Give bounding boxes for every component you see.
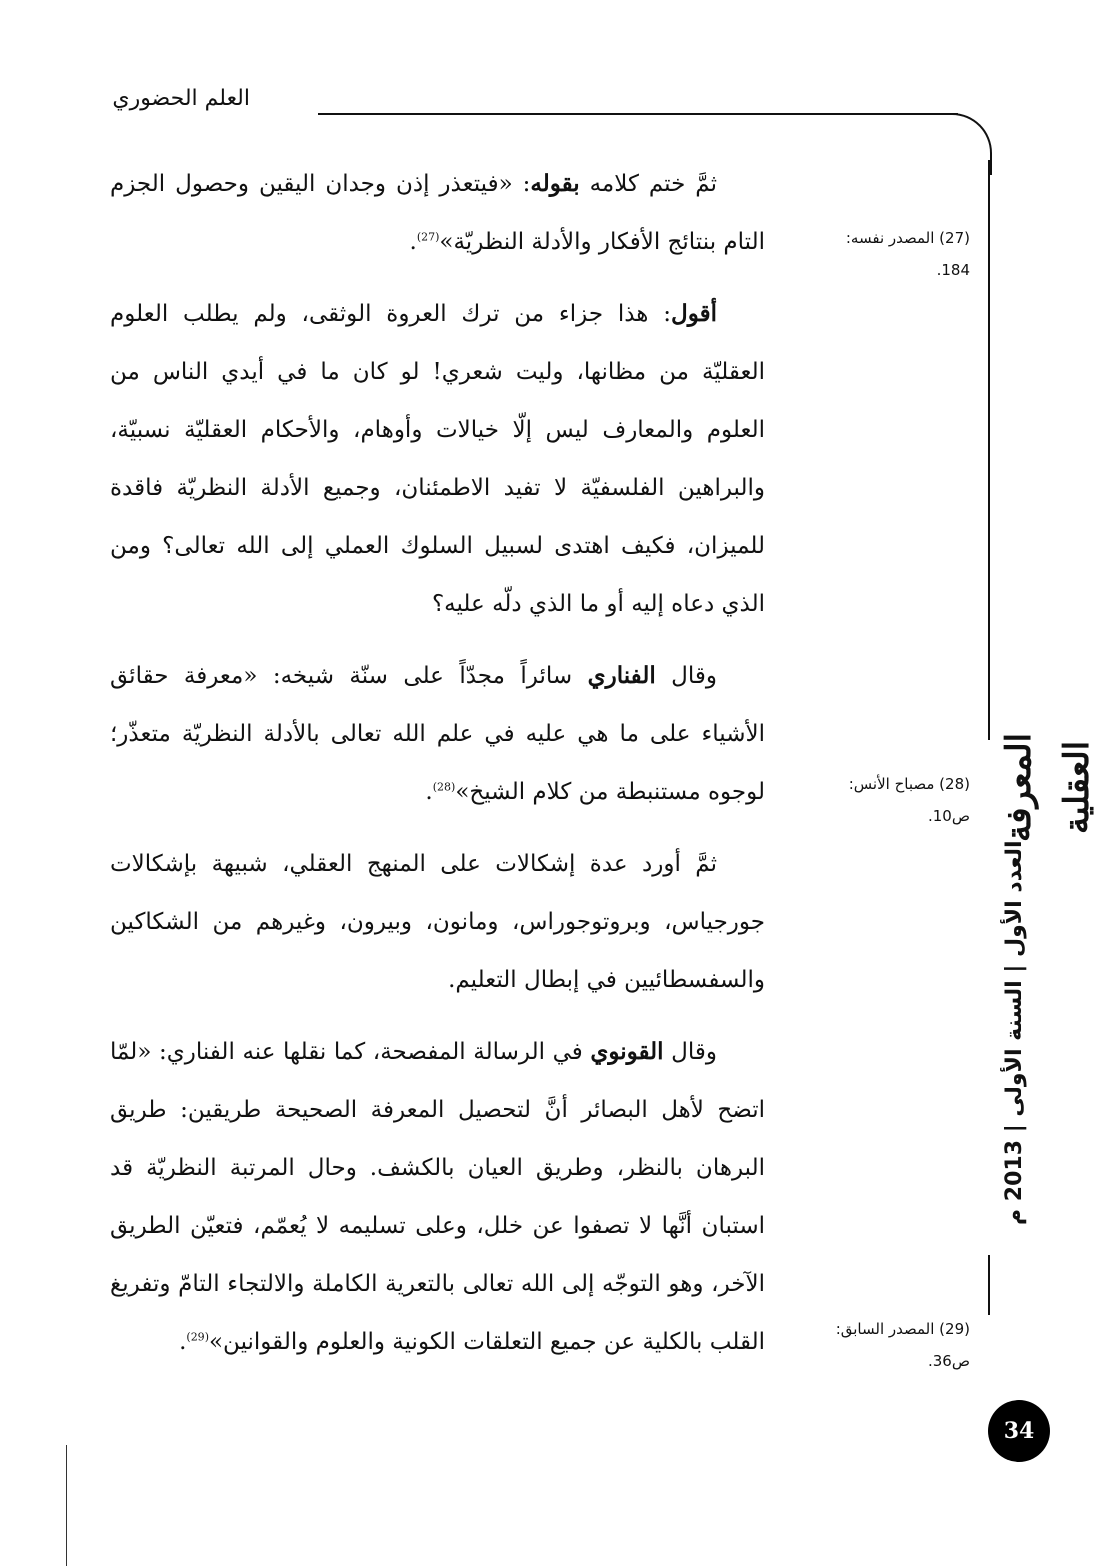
footnote-ref[interactable]: (27)	[416, 230, 440, 244]
margin-note	[800, 768, 970, 832]
paragraph	[110, 285, 765, 633]
paragraph-tail: .	[409, 229, 417, 255]
paragraph-text: : هذا جزاء من ترك العروة الوثقى، ولم يطلب العلوم العقليّة من مظانها، وليت شعري! لو كان ما في أيدي الناس من العلوم والمعارف ليس إلّا خيالات وأوهام، والأحكام العقليّة نسبيّة، والبراهين الفلسفيّة لا تفيد الاطمئنان، وجميع الأدلة النظريّة فاقدة للميزان، فكيف اهتدى لسبيل السلوك العملي إلى الله تعالى؟ ومن الذي دعاه إليه أو ما الذي دلّه عليه؟	[110, 301, 765, 617]
paragraph	[110, 155, 765, 271]
issue-info: العدد الأول | السنة الأولى | 2013 م	[1002, 840, 1027, 1225]
paragraph-bold: الفناري	[587, 662, 656, 689]
frame-corner	[940, 113, 992, 175]
note-page: ص10.	[927, 807, 970, 825]
paragraph-tail: .	[179, 1329, 187, 1355]
paragraph-lead: ثمَّ ختم كلامه	[579, 171, 718, 197]
paragraph-text: سائراً مجدّاً على سنّة شيخه: «معرفة حقائق الأشياء على ما هي عليه في علم الله تعالى بالأدلة النظريّة متعذّر؛ لوجوه مستنبطة من كلام الشيخ»	[110, 663, 765, 805]
running-head: العلم الحضوري	[112, 86, 250, 111]
main-text	[110, 155, 765, 1385]
paragraph-lead: وقال	[655, 663, 717, 689]
paragraph-text: : «فيتعذر إذن وجدان اليقين وحصول الجزم التام بنتائج الأفكار والأدلة النظريّة»	[110, 171, 765, 255]
crop-mark	[66, 1445, 67, 1566]
note-source: (28) مصباح الأنس:	[848, 775, 970, 793]
frame-line	[988, 1255, 990, 1315]
margin-note	[800, 1313, 970, 1377]
note-page: ص36.	[927, 1352, 970, 1370]
paragraph	[110, 835, 765, 1009]
paragraph	[110, 1023, 765, 1371]
note-source: (29) المصدر السابق:	[835, 1320, 970, 1338]
paragraph	[110, 647, 765, 821]
margin-note	[800, 222, 970, 286]
header-rule	[318, 113, 958, 115]
note-page: 184.	[936, 261, 970, 279]
paragraph-text: في الرسالة المفصحة، كما نقلها عنه الفناري: «لمّا اتضح لأهل البصائر أنَّ لتحصيل المعرفة الصحيحة طريقين: طريق البرهان بالنظر، وطريق العيان بالكشف. وحال المرتبة النظريّة قد استبان أنَّها لا تصفوا عن خلل، وعلى تسليمه لا يُعمّم، فتعيّن الطريق الآخر، وهو التوجّه إلى الله تعالى بالتعرية الكاملة والالتجاء التامّ وتفريغ القلب بالكلية عن جميع التعلقات الكونية والعلوم والقوانين»	[110, 1039, 765, 1355]
paragraph-bold: بقوله	[530, 170, 580, 197]
footnote-ref[interactable]: (28)	[432, 780, 456, 794]
paragraph-tail: .	[425, 779, 433, 805]
paragraph-lead: ثمَّ أورد عدة إشكالات على المنهج العقلي، شبيهة بإشكالات جورجياس، وبروتوجوراس، ومانون، وبيرون، وغيرهم من الشكاكين والسفسطائيين في إبطال التعليم.	[110, 851, 765, 993]
paragraph-lead: وقال	[663, 1039, 717, 1065]
page-number-badge: 34	[988, 1400, 1050, 1462]
note-source: (27) المصدر نفسه:	[845, 229, 970, 247]
footnote-ref[interactable]: (29)	[186, 1330, 209, 1344]
paragraph-bold: القونوي	[590, 1038, 664, 1065]
frame-line	[988, 160, 990, 740]
journal-logo: المعرفة العقلية	[999, 732, 1097, 843]
paragraph-bold: أقول	[671, 300, 717, 327]
